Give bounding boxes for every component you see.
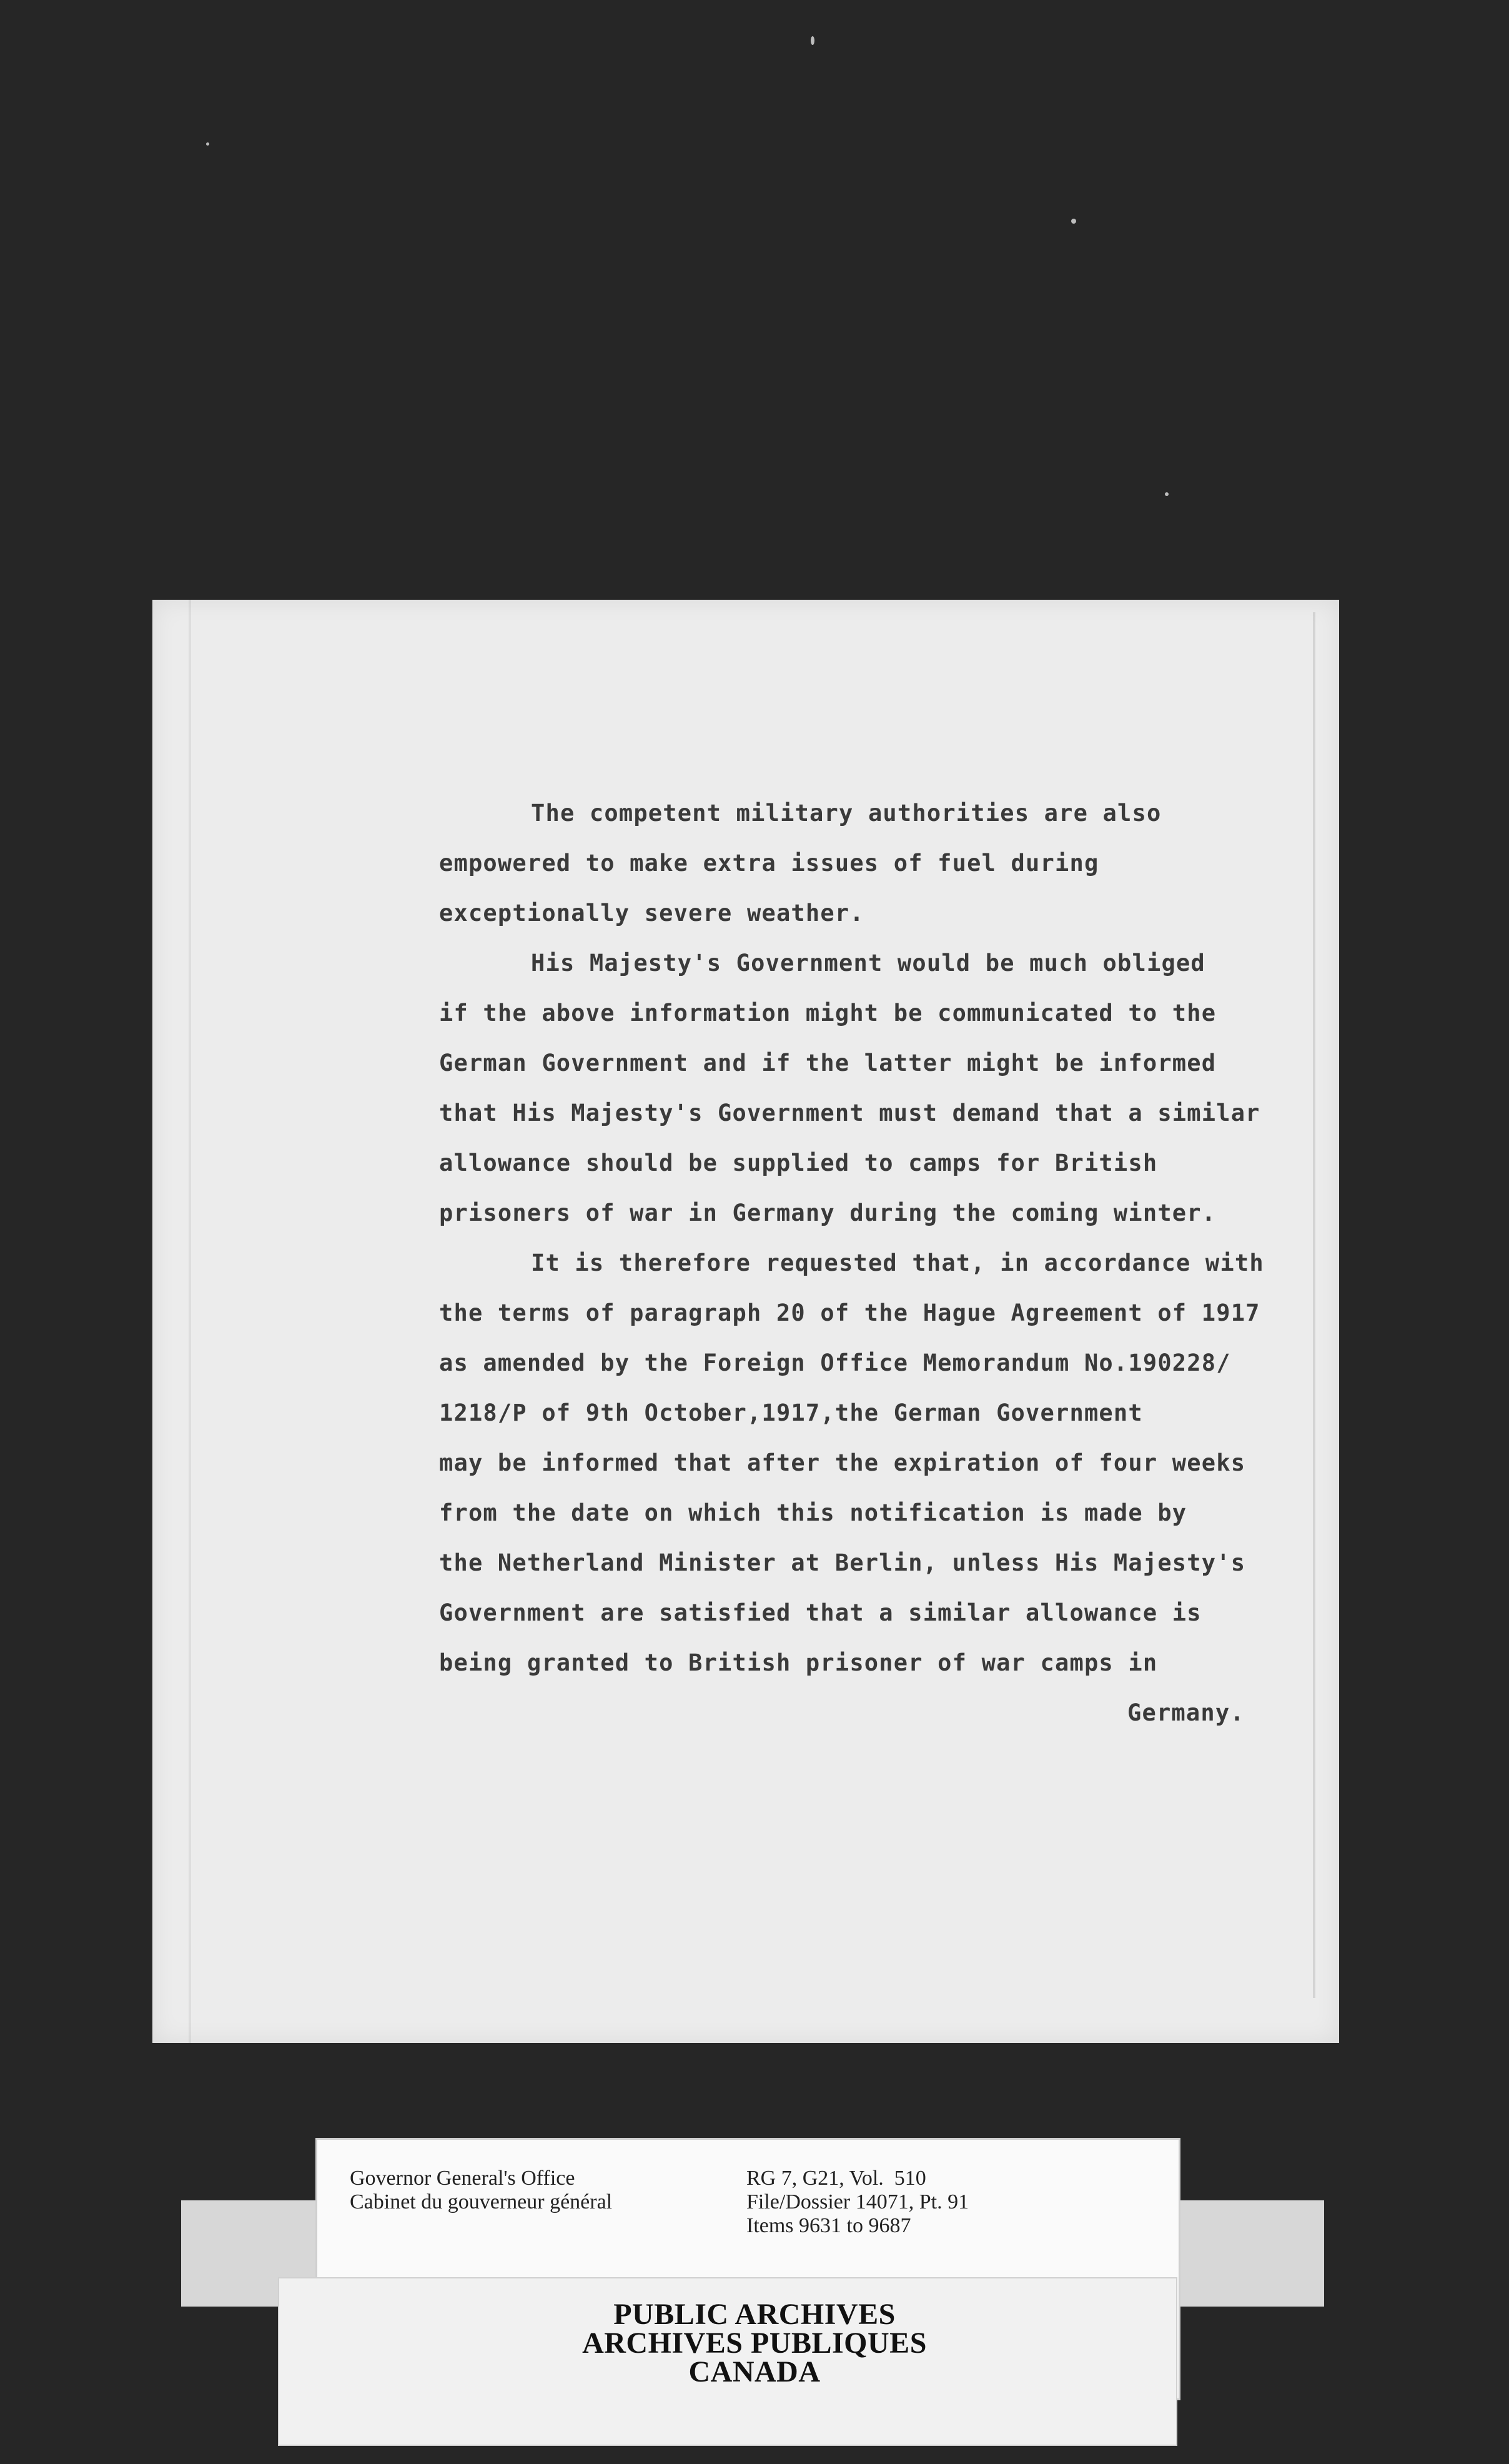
film-speck [1165, 492, 1169, 496]
letter-line: the terms of paragraph 20 of the Hague Agreement of 1917 [439, 1299, 1260, 1326]
record-group-reference: RG 7, G21, Vol. 510 [746, 2167, 926, 2190]
letter-line: His Majesty's Government would be much obliged [531, 950, 1205, 976]
letter-line: from the date on which this notification is made by [439, 1499, 1187, 1526]
stamp-line-country: CANADA [688, 2355, 821, 2388]
letter-line: It is therefore requested that, in accordance with [531, 1249, 1264, 1276]
letter-line: may be informed that after the expiration of four weeks [439, 1449, 1246, 1476]
letter-line: exceptionally severe weather. [439, 900, 864, 926]
film-speck [1071, 219, 1076, 224]
office-name-english: Governor General's Office [350, 2167, 575, 2190]
letter-line: 1218/P of 9th October,1917,the German Government [439, 1399, 1143, 1426]
letter-line: allowance should be supplied to camps for British [439, 1150, 1158, 1176]
letter-line: empowered to make extra issues of fuel during [439, 850, 1099, 877]
film-speck [206, 142, 209, 146]
letter-line: prisoners of war in Germany during the coming winter. [439, 1200, 1217, 1226]
items-reference: Items 9631 to 9687 [746, 2214, 911, 2237]
letter-line: as amended by the Foreign Office Memorandum No.190228/ [439, 1349, 1231, 1376]
letter-line: The competent military authorities are also [531, 800, 1162, 827]
file-reference: File/Dossier 14071, Pt. 91 [746, 2190, 969, 2213]
stamp-line-french: ARCHIVES PUBLIQUES [582, 2327, 927, 2360]
film-speck [811, 36, 814, 45]
letter-line: Germany. [1127, 1699, 1245, 1726]
letter-line: being granted to British prisoner of war camps in [439, 1649, 1158, 1676]
letter-line: Government are satisfied that a similar allowance is [439, 1599, 1202, 1626]
stamp-line-english: PUBLIC ARCHIVES [613, 2298, 896, 2331]
letter-line: if the above information might be communicated to the [439, 1000, 1217, 1026]
letter-line: that His Majesty's Government must demand that a similar [439, 1100, 1260, 1126]
typed-letter-body [200, 759, 1299, 1971]
letter-line: German Government and if the latter might be informed [439, 1050, 1217, 1076]
office-name-french: Cabinet du gouverneur général [350, 2190, 613, 2213]
letter-line: the Netherland Minister at Berlin, unless His Majesty's [439, 1549, 1246, 1576]
